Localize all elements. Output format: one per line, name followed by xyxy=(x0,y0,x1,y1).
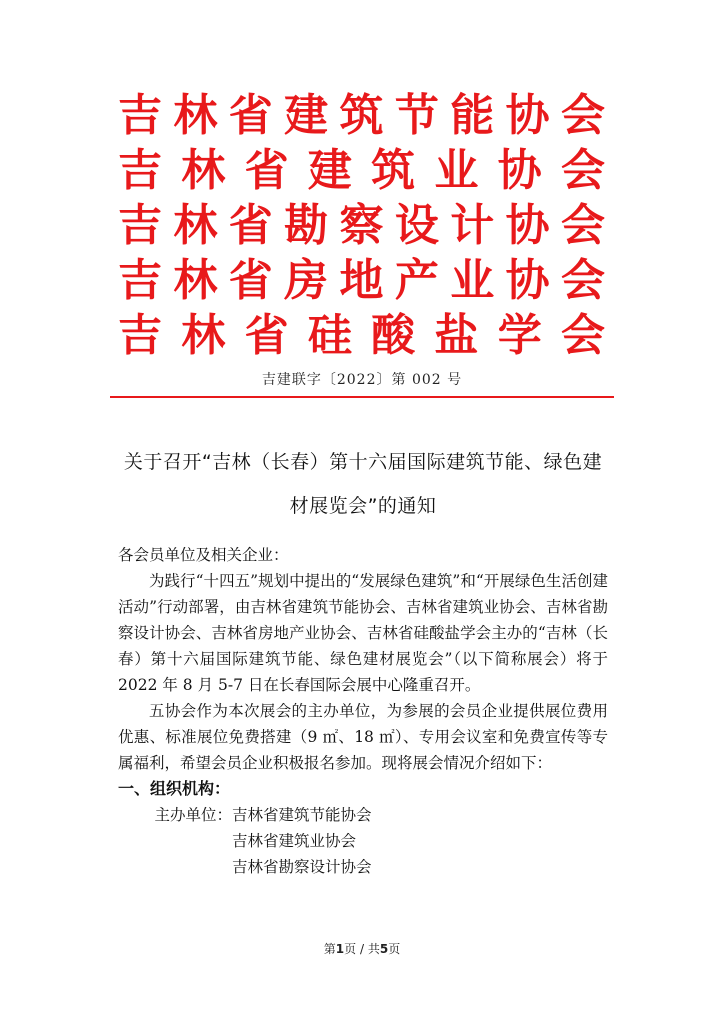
paragraph-2: 五协会作为本次展会的主办单位，为参展的会员企业提供展位费用优惠、标准展位免费搭建（9 ㎡、18 ㎡）、专用会议室和免费宣传等专属福利，希望会员企业积极报名参加。现将展会情况介绍如下： xyxy=(118,702,608,772)
paragraph-1: 为践行“十四五”规划中提出的“发展绿色建筑”和“开展绿色生活创建活动”行动部署，由吉林省建筑节能协会、吉林省建筑业协会、吉林省勘察设计协会、吉林省房地产业协会、吉林省硅酸盐学会主办的“吉林（长春）第十六届国际建筑节能、绿色建材展览会”（以下简称展会）将于 2022 年 8 月 5-7 日在长春国际会展中心隆重召开。 xyxy=(118,572,608,694)
letterhead-org-3: 吉林省勘察设计协会 xyxy=(118,200,606,251)
letterhead-org-2: 吉林省建筑业协会 xyxy=(118,145,606,196)
letterhead xyxy=(118,88,606,363)
document-number: 吉建联字〔2022〕第 002 号 xyxy=(261,372,463,388)
notice-title xyxy=(120,440,606,528)
host-org-1: 吉林省建筑节能协会 xyxy=(232,806,372,824)
letterhead-org-1: 吉林省建筑节能协会 xyxy=(118,90,606,141)
current-page: 1 xyxy=(335,942,345,956)
notice-body xyxy=(118,542,608,880)
host-row-1 xyxy=(118,802,608,828)
host-row-2 xyxy=(118,828,608,854)
notice-title-line-2: 材展览会”的通知 xyxy=(289,495,437,517)
section-heading-organization: 一、组织机构： xyxy=(118,779,231,798)
page-footer: 第1页 / 共5页 xyxy=(323,942,401,956)
host-row-3 xyxy=(118,854,608,880)
notice-title-line-1: 关于召开“吉林（长春）第十六届国际建筑节能、绿色建 xyxy=(123,451,603,473)
letterhead-org-5: 吉林省硅酸盐学会 xyxy=(118,310,606,361)
total-pages: 5 xyxy=(379,942,389,956)
host-org-2: 吉林省建筑业协会 xyxy=(232,832,357,850)
host-label: 主办单位： xyxy=(154,806,232,824)
red-divider-line xyxy=(110,396,614,398)
host-org-3: 吉林省勘察设计协会 xyxy=(232,858,372,876)
letterhead-org-4: 吉林省房地产业协会 xyxy=(118,255,606,306)
salutation: 各会员单位及相关企业： xyxy=(118,546,289,564)
